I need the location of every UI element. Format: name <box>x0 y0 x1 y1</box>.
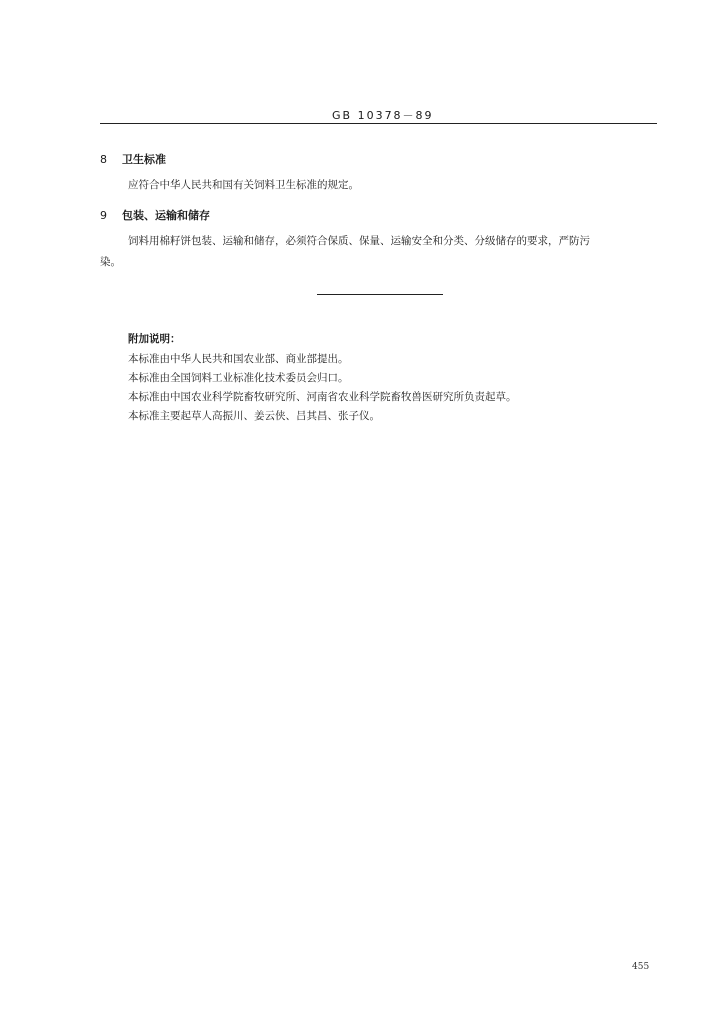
note-line-4: 本标准主要起草人高振川、姜云侠、吕其昌、张子仪。 <box>128 410 380 422</box>
note-line-2: 本标准由全国饲料工业标准化技术委员会归口。 <box>128 372 349 384</box>
section-9-title: 包装、运输和储存 <box>122 209 210 222</box>
end-of-text-rule <box>317 294 443 295</box>
section-9-heading <box>100 207 210 223</box>
section-8-number: 8 <box>100 153 107 166</box>
section-9-number: 9 <box>100 209 107 222</box>
page-number: 455 <box>632 962 650 972</box>
section-8-title: 卫生标准 <box>122 153 166 166</box>
standard-code-header: GB 10378－89 <box>332 109 434 122</box>
section-9-body-line-1: 饲料用棉籽饼包装、运输和储存，必须符合保质、保量、运输安全和分类、分级储存的要求，严防污 <box>128 235 590 247</box>
section-8-body-line-1: 应符合中华人民共和国有关饲料卫生标准的规定。 <box>128 179 359 191</box>
section-8-heading <box>100 151 166 167</box>
header-rule <box>100 123 657 124</box>
section-9-body-line-2: 染。 <box>100 256 121 268</box>
additional-notes-title: 附加说明： <box>128 333 181 345</box>
note-line-1: 本标准由中华人民共和国农业部、商业部提出。 <box>128 353 349 365</box>
note-line-3: 本标准由中国农业科学院畜牧研究所、河南省农业科学院畜牧兽医研究所负责起草。 <box>128 391 517 403</box>
